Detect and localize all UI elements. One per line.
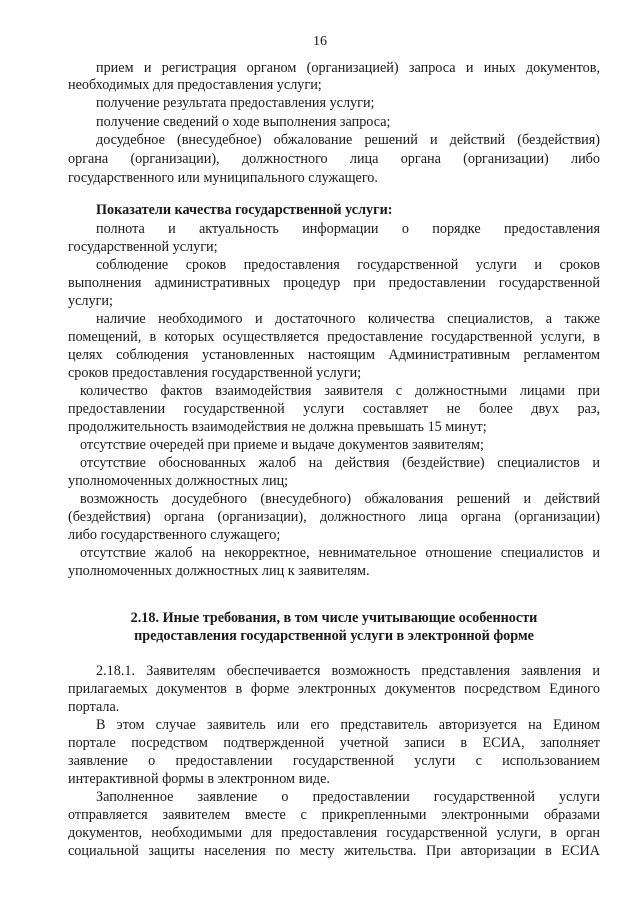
text-line: сроков предоставления государственной услуги; bbox=[68, 365, 362, 381]
text-line: либо государственного служащего; bbox=[68, 527, 281, 543]
text-line: государственного или муниципального служащего. bbox=[68, 170, 378, 186]
text-line: досудебное (внесудебное) обжалование решений и действий (бездействия) bbox=[96, 132, 600, 148]
text-line: государственной услуги; bbox=[68, 239, 218, 255]
text-line: отсутствие обоснованных жалоб на действия (бездействие) специалистов и bbox=[80, 455, 600, 471]
text-line: наличие необходимого и достаточного количества специалистов, а также bbox=[96, 311, 600, 327]
text-line: целях соблюдения установленных настоящим Административным регламентом bbox=[68, 347, 600, 363]
section-heading: Показатели качества государственной услуги: bbox=[96, 202, 393, 218]
text-line: портале посредством подтвержденной учетной записи в ЕСИА, заполняет bbox=[68, 735, 600, 751]
text-line: 2.18.1. Заявителям обеспечивается возможность представления заявления и bbox=[96, 663, 600, 679]
text-line: социальной защиты населения по месту жительства. При авторизации в ЕСИА bbox=[68, 843, 600, 859]
text-line: выполнения административных процедур при предоставлении государственной bbox=[68, 275, 600, 291]
text-line: прилагаемых документов в форме электронных документов посредством Единого bbox=[68, 681, 600, 697]
text-line: заявление о предоставлении государственной услуги с использованием bbox=[68, 753, 600, 769]
text-line: предоставлении государственной услуги составляет не более двух раз, bbox=[68, 401, 600, 417]
text-line: В этом случае заявитель или его представитель авторизуется на Едином bbox=[96, 717, 600, 733]
text-line: (бездействия) органа (организации), должностного лица органа (организации) bbox=[68, 509, 600, 525]
page-number: 16 bbox=[313, 34, 327, 49]
section-heading: 2.18. Иные требования, в том числе учитывающие особенности bbox=[130, 610, 538, 626]
text-line: соблюдение сроков предоставления государственной услуги и сроков bbox=[96, 257, 600, 273]
text-line: помещений, в которых осуществляется предоставление государственной услуги, в bbox=[68, 329, 600, 345]
text-line: интерактивной формы в электронном виде. bbox=[68, 771, 330, 787]
text-line: продолжительность взаимодействия не должна превышать 15 минут; bbox=[68, 419, 487, 435]
text-line: Заполненное заявление о предоставлении государственной услуги bbox=[96, 789, 600, 805]
text-line: отсутствие очередей при приеме и выдаче документов заявителям; bbox=[80, 437, 484, 453]
text-line: уполномоченных должностных лиц; bbox=[68, 473, 289, 489]
text-line: отсутствие жалоб на некорректное, невнимательное отношение специалистов и bbox=[80, 545, 600, 561]
text-line: отправляется заявителем вместе с прикрепленными электронными образами bbox=[68, 807, 600, 823]
text-line: количество фактов взаимодействия заявителя с должностными лицами при bbox=[80, 383, 600, 399]
text-line: получение сведений о ходе выполнения запроса; bbox=[96, 114, 391, 130]
text-line: полнота и актуальность информации о порядке предоставления bbox=[96, 221, 600, 237]
text-line: услуги; bbox=[68, 293, 113, 309]
text-line: получение результата предоставления услуги; bbox=[96, 95, 375, 111]
text-line: портала. bbox=[68, 699, 120, 715]
text-line: необходимых для предоставления услуги; bbox=[68, 77, 322, 93]
text-line: органа (организации), должностного лица органа (организации) либо bbox=[68, 151, 600, 167]
text-line: уполномоченных должностных лиц к заявителям. bbox=[68, 563, 370, 579]
section-heading: предоставления государственной услуги в электронной форме bbox=[134, 628, 534, 644]
text-line: возможность досудебного (внесудебного) обжалования решений и действий bbox=[80, 491, 600, 507]
text-line: прием и регистрация органом (организацией) запроса и иных документов, bbox=[96, 60, 600, 76]
text-line: документов, необходимыми для предоставления государственной услуги, в орган bbox=[68, 825, 600, 841]
